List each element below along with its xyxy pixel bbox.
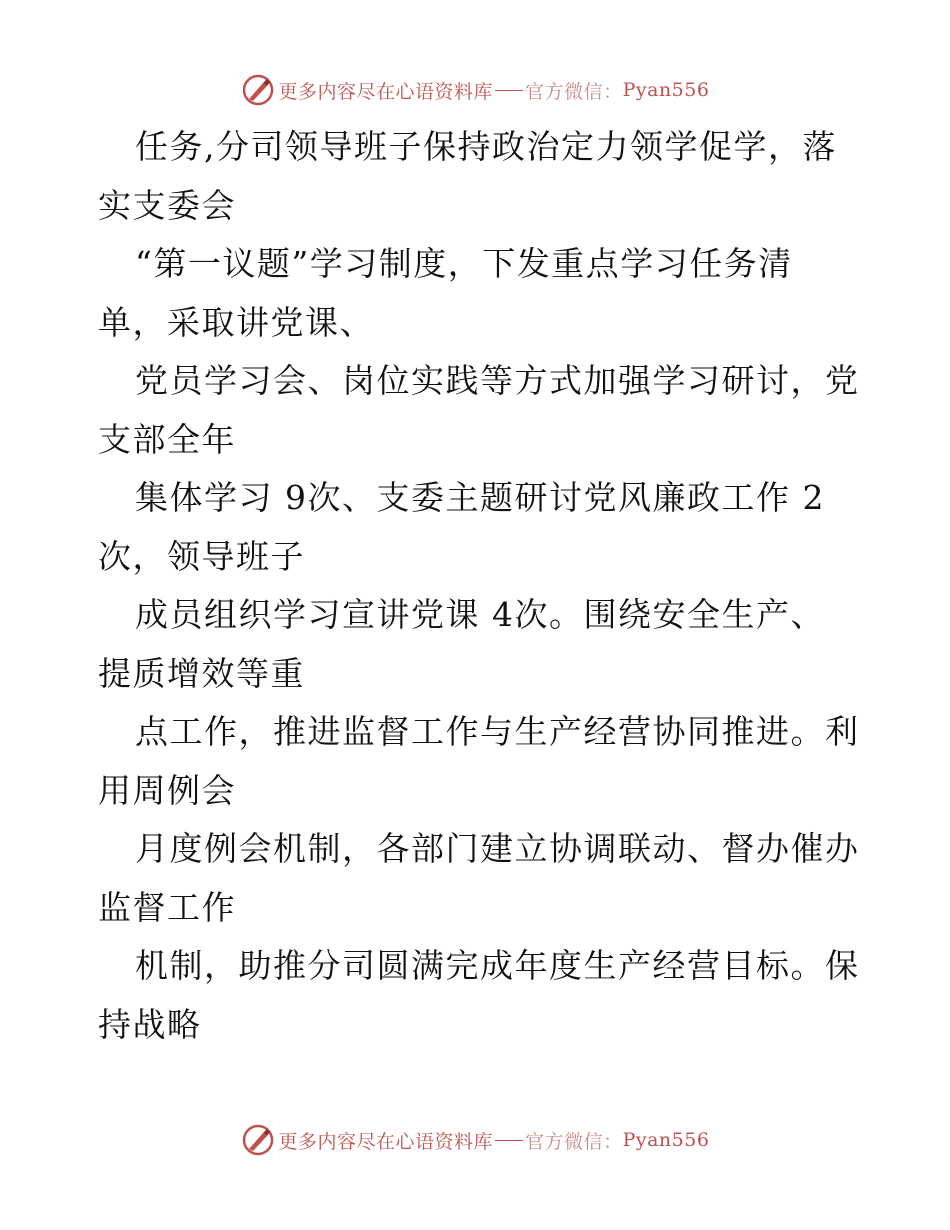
- text-line: 次，领导班子: [98, 536, 305, 576]
- banner-contact-id: Pyan556: [622, 1129, 710, 1151]
- text-line: 持战略: [98, 1004, 202, 1044]
- banner-contact-label: 官方微信：: [525, 1130, 623, 1153]
- document-body: [98, 118, 858, 1054]
- banner-contact-label: 官方微信：: [525, 80, 623, 103]
- banner-text: 更多内容尽在心语资料库: [278, 80, 494, 103]
- text-line: 监督工作: [98, 887, 236, 927]
- text-line: 月度例会机制，各部门建立协调联动、督办催办: [135, 829, 860, 868]
- banner-contact-id: Pyan556: [622, 79, 710, 101]
- pen-logo-icon: [241, 73, 275, 107]
- text-line: 机制，助推分司圆满完成年度生产经营目标。保: [135, 946, 860, 985]
- footer-banner: [0, 1120, 950, 1160]
- text-line: 党员学习会、岗位实践等方式加强学习研讨，党: [135, 361, 860, 400]
- banner-text: 更多内容尽在心语资料库: [278, 1130, 494, 1153]
- text-line: 用周例会: [98, 770, 236, 810]
- pen-logo-icon: [241, 1123, 275, 1157]
- text-line: 任务,分司领导班子保持政治定力领学促学，落: [135, 127, 837, 166]
- text-line: 提质增效等重: [98, 653, 305, 693]
- text-line: “第一议题”学习制度，下发重点学习任务清: [135, 244, 793, 283]
- text-line: 支部全年: [98, 419, 236, 459]
- text-line: 单，采取讲党课、: [98, 302, 374, 342]
- banner-dash: [495, 90, 523, 91]
- text-line: 点工作，推进监督工作与生产经营协同推进。利: [135, 712, 860, 751]
- text-line: 成员组织学习宣讲党课 4次。围绕安全生产、: [135, 595, 825, 634]
- text-line: 实支委会: [98, 185, 236, 225]
- text-line: 集体学习 9次、支委主题研讨党风廉政工作 2: [135, 478, 825, 517]
- banner-dash: [495, 1140, 523, 1141]
- header-banner: [0, 70, 950, 110]
